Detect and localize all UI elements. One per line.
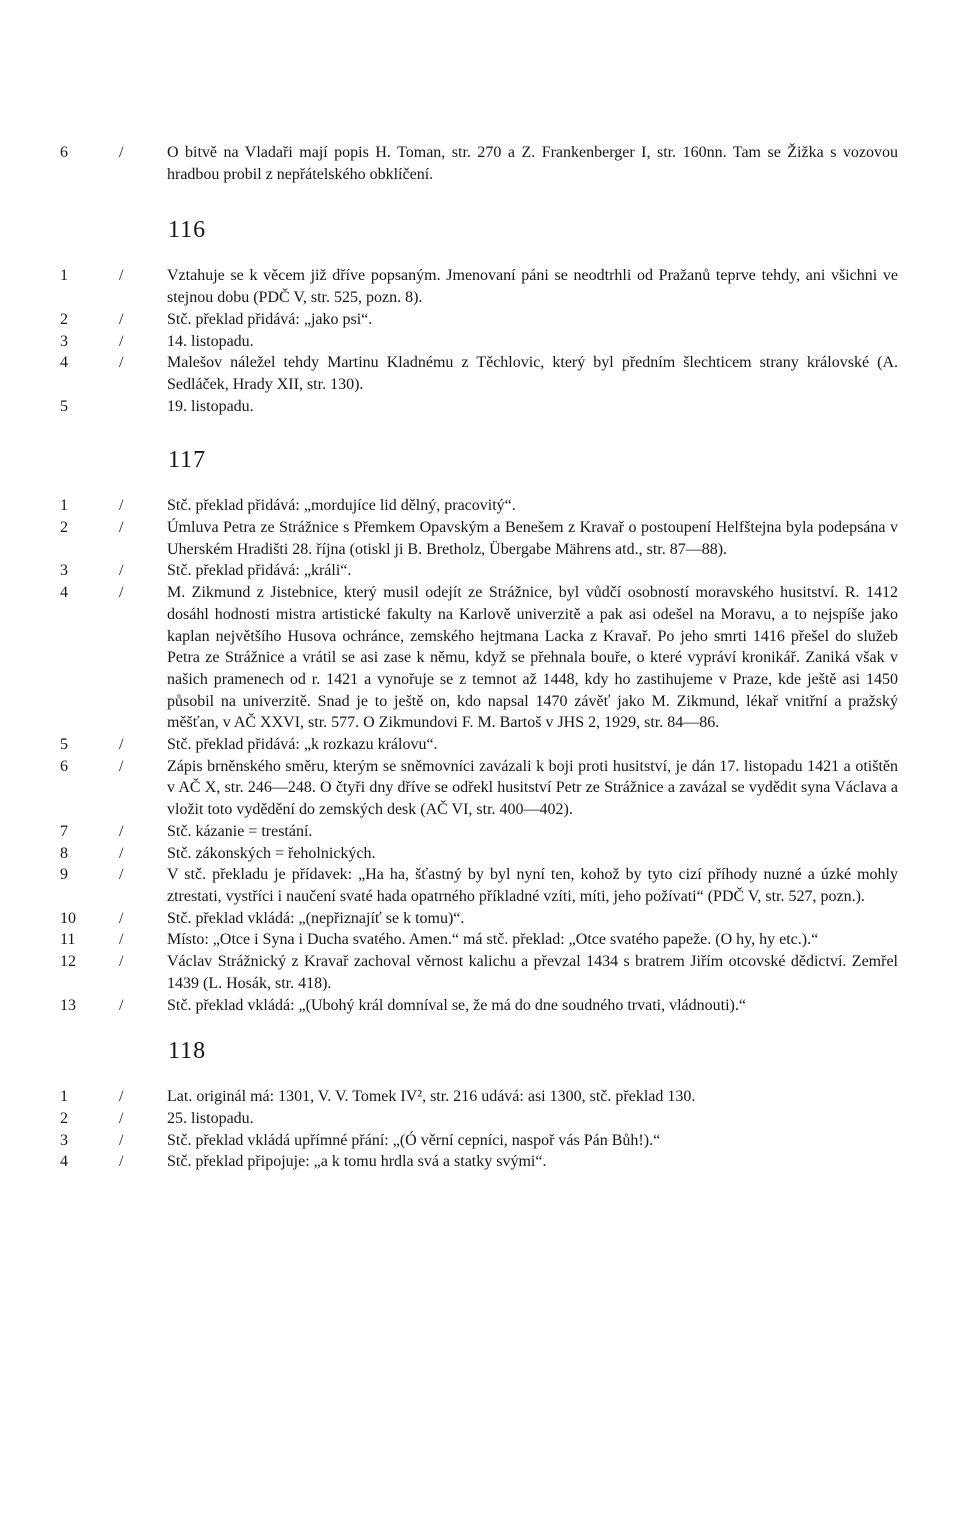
note-number: 2 bbox=[60, 519, 68, 537]
note-number: 4 bbox=[60, 1153, 68, 1171]
note-item bbox=[0, 756, 960, 821]
note-item bbox=[0, 142, 960, 185]
note-separator: / bbox=[119, 310, 124, 328]
note-separator: / bbox=[119, 822, 124, 840]
note-separator: / bbox=[119, 757, 124, 775]
note-item bbox=[0, 582, 960, 734]
note-separator: / bbox=[119, 144, 124, 161]
note-separator: / bbox=[119, 497, 124, 515]
note-item bbox=[0, 1130, 960, 1152]
note-text: Vztahuje se k věcem již dříve popsaným. Jmenovaní páni se neodtrhli od Pražanů teprve tehdy, ani všichni ve stejnou dobu (PDČ V, str. 525, pozn. 8). bbox=[167, 267, 898, 307]
note-number: 6 bbox=[60, 144, 68, 161]
note-item bbox=[0, 864, 960, 907]
note-separator: / bbox=[119, 1088, 124, 1106]
note-text: 25. listopadu. bbox=[167, 1109, 254, 1127]
note-separator: / bbox=[119, 844, 124, 862]
note-item bbox=[0, 352, 960, 395]
note-item bbox=[0, 517, 960, 560]
note-number: 3 bbox=[60, 332, 68, 350]
note-number: 5 bbox=[60, 397, 68, 415]
note-item bbox=[0, 951, 960, 994]
note-number: 9 bbox=[60, 866, 68, 884]
note-separator: / bbox=[119, 996, 124, 1014]
note-number: 2 bbox=[60, 1109, 68, 1127]
note-item bbox=[0, 265, 960, 308]
note-text: O bitvě na Vladaři mají popis H. Toman, str. 270 a Z. Frankenberger I, str. 160nn. Tam se Žižka s vozovou hradbou probil z nepřátelského obklíčení. bbox=[167, 144, 898, 183]
note-item bbox=[0, 309, 960, 331]
note-separator: / bbox=[119, 354, 124, 372]
note-item bbox=[0, 929, 960, 951]
note-text: M. Zikmund z Jistebnice, který musil odejít ze Strážnice, byl vůdčí osobností moravského husitství. R. 1412 dosáhl hodnosti mistra artistické fakulty na Karlově univerzitě a pak asi odešel na Moravu, a to nejspíše jako kaplan největšího Husova ochránce, zemského hejtmana Lacka z Kravař. Po jeho smrti 1416 přešel do služeb Petra ze Strážnice a vrátil se asi zase k němu, když se přehnala bouře, o které vypráví kronikář. Zaniká však v našich pramenech od r. 1421 a vynořuje se z temnot až 1448, kdy ho zastihujeme v Praze, kde ještě asi 1450 působil na univerzitě. Snad je to ještě on, kdo napsal 1470 závěť jako M. Zikmund, lékař vnitřní a pražský měšťan, v AČ XXVI, str. 577. O Zikmundovi F. M. Bartoš v JHS 2, 1929, str. 84—86. bbox=[167, 584, 898, 732]
note-separator: / bbox=[119, 866, 124, 884]
note-item bbox=[0, 821, 960, 843]
note-text: Stč. překlad přidává: „k rozkazu královu“. bbox=[167, 736, 438, 754]
note-separator: / bbox=[119, 332, 124, 350]
note-text: 19. listopadu. bbox=[167, 397, 254, 415]
note-text: Malešov náležel tehdy Martinu Kladnému z Těchlovic, který byl předním šlechticem strany královské (A. Sedláček, Hrady XII, str. 130). bbox=[167, 354, 898, 393]
note-text: Stč. zákonských = řeholnických. bbox=[167, 844, 376, 862]
notes-content bbox=[0, 142, 960, 1173]
section-heading: 117 bbox=[168, 447, 207, 474]
note-item bbox=[0, 495, 960, 517]
note-item bbox=[0, 995, 960, 1017]
note-separator: / bbox=[119, 267, 124, 285]
note-number: 10 bbox=[60, 909, 76, 927]
note-text: Stč. kázanie = trestání. bbox=[167, 822, 313, 840]
note-separator: / bbox=[119, 953, 124, 971]
note-text: Stč. překlad přidává: „mordujíce lid dělný, pracovitý“. bbox=[167, 497, 516, 515]
note-number: 1 bbox=[60, 497, 68, 515]
note-item bbox=[0, 734, 960, 756]
note-number: 7 bbox=[60, 822, 68, 840]
note-number: 1 bbox=[60, 1088, 68, 1106]
note-separator: / bbox=[119, 1153, 124, 1171]
note-item bbox=[0, 560, 960, 582]
note-number: 4 bbox=[60, 354, 68, 372]
note-text: Stč. překlad přidává: „jako psi“. bbox=[167, 310, 373, 328]
note-text: 14. listopadu. bbox=[167, 332, 254, 350]
note-number: 6 bbox=[60, 757, 68, 775]
note-separator: / bbox=[119, 909, 124, 927]
note-separator: / bbox=[119, 562, 124, 580]
note-item bbox=[0, 396, 960, 418]
note-item bbox=[0, 908, 960, 930]
note-separator: / bbox=[119, 584, 124, 602]
note-text: Stč. překlad vkládá upřímné přání: „(Ó věrní cepníci, naspoř vás Pán Bůh!).“ bbox=[167, 1131, 661, 1149]
note-number: 4 bbox=[60, 584, 68, 602]
note-number: 3 bbox=[60, 562, 68, 580]
section-heading: 118 bbox=[168, 1038, 207, 1065]
note-number: 1 bbox=[60, 267, 68, 285]
note-number: 3 bbox=[60, 1131, 68, 1149]
note-text: Stč. překlad vkládá: „(nepřiznajíť se k tomu)“. bbox=[167, 909, 465, 927]
note-number: 8 bbox=[60, 844, 68, 862]
note-item bbox=[0, 1108, 960, 1130]
note-separator: / bbox=[119, 931, 124, 949]
note-item bbox=[0, 1151, 960, 1173]
note-text: Místo: „Otce i Syna i Ducha svatého. Amen.“ má stč. překlad: „Otce svatého papeže. (O hy, hy etc.).“ bbox=[167, 931, 819, 949]
note-item bbox=[0, 331, 960, 353]
note-text: Stč. překlad přidává: „králi“. bbox=[167, 562, 352, 580]
note-separator: / bbox=[119, 1109, 124, 1127]
note-number: 5 bbox=[60, 736, 68, 754]
note-number: 2 bbox=[60, 310, 68, 328]
note-text: Václav Strážnický z Kravař zachoval věrnost kalichu a převzal 1434 s bratrem Jiřím otcovské dědictví. Zemřel 1439 (L. Hosák, str. 418). bbox=[167, 953, 898, 992]
note-item bbox=[0, 843, 960, 865]
note-number: 11 bbox=[60, 931, 76, 949]
note-item bbox=[0, 1086, 960, 1108]
note-number: 12 bbox=[60, 953, 76, 971]
note-separator: / bbox=[119, 736, 124, 754]
note-text: Lat. originál má: 1301, V. V. Tomek IV², str. 216 udává: asi 1300, stč. překlad 130. bbox=[167, 1088, 696, 1106]
section-heading: 116 bbox=[168, 217, 207, 244]
note-text: Stč. překlad připojuje: „a k tomu hrdla svá a statky svými“. bbox=[167, 1153, 547, 1171]
note-text: Úmluva Petra ze Strážnice s Přemkem Opavským a Benešem z Kravař o postoupení Helfštejna byla podepsána v Uherském Hradišti 28. října (otiskl ji B. Bretholz, Übergabe Mährens atd., str. 87—88). bbox=[167, 519, 898, 558]
note-separator: / bbox=[119, 1131, 124, 1149]
note-text: V stč. překladu je přídavek: „Ha ha, šťastný by byl nyní ten, kohož by tyto cizí příhody nuzné a úzké mohly ztrestati, vystříci i naučení svaté hada opatrného příkladné vzíti, míti, jeho požívati“ (PDČ V, str. 527, pozn.). bbox=[167, 866, 898, 905]
note-number: 13 bbox=[60, 996, 76, 1014]
note-separator: / bbox=[119, 519, 124, 537]
note-text: Stč. překlad vkládá: „(Ubohý král domníval se, že má do dne soudného trvati, vládnouti).“ bbox=[167, 996, 746, 1014]
note-text: Zápis brněnského směru, kterým se sněmovníci zavázali k boji proti husitství, je dán 17. listopadu 1421 a otištěn v AČ X, str. 246—248. O čtyři dny dříve se odřekl husitství Petr ze Strážnice a zavázal se vydědit syna Václava a vložit toto vydědění do zemských desk (AČ VI, str. 400—402). bbox=[167, 757, 898, 819]
